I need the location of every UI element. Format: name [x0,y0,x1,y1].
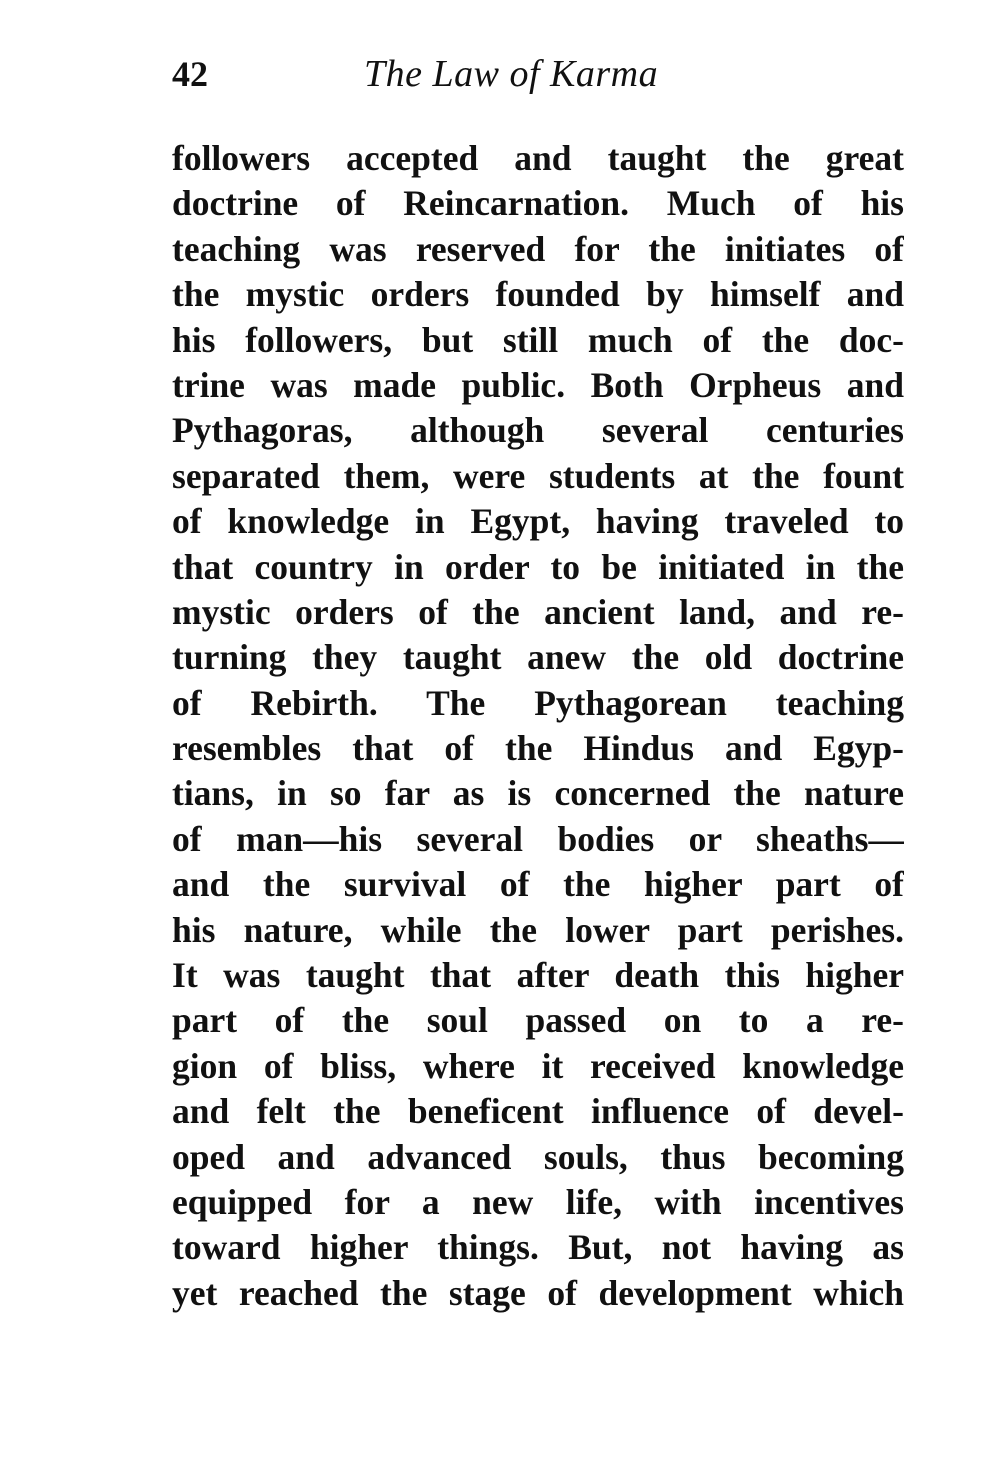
text-line: Pythagoras, although several centuries [172,410,904,451]
text-line: equipped for a new life, with incentives [172,1181,904,1222]
running-title: The Law of Karma [364,53,659,95]
text-line: yet reached the stage of development which [172,1272,904,1313]
text-line: resembles that of the Hindus and Egyp- [172,728,904,769]
text-line: of knowledge in Egypt, having traveled to [172,501,904,542]
text-line: his followers, but still much of the doc- [172,319,904,360]
text-line: turning they taught anew the old doctrine [172,637,904,678]
page-header [172,52,904,102]
text-line: and the survival of the higher part of [172,864,904,905]
text-line: followers accepted and taught the great [172,138,904,178]
text-line: that country in order to be initiated in the [172,546,904,587]
text-line: tians, in so far as is concerned the nature [172,773,904,814]
text-line: trine was made public. Both Orpheus and [172,364,904,405]
text-line: oped and advanced souls, thus becoming [172,1136,904,1177]
text-line: doctrine of Reincarnation. Much of his [172,183,904,224]
text-line: separated them, were students at the fount [172,455,904,496]
text-line: and felt the beneficent influence of devel- [172,1091,904,1132]
text-line: part of the soul passed on to a re- [172,1000,904,1041]
text-line: of man—his several bodies or sheaths— [172,818,904,859]
body-text [172,136,904,1316]
text-line: of Rebirth. The Pythagorean teaching [172,682,904,723]
page-number: 42 [172,54,208,94]
text-line: toward higher things. But, not having as [172,1227,904,1268]
text-line: teaching was reserved for the initiates of [172,228,904,269]
text-line: the mystic orders founded by himself and [172,274,904,315]
text-line: mystic orders of the ancient land, and re- [172,591,904,632]
text-line: It was taught that after death this higher [172,955,904,996]
text-line: his nature, while the lower part perishes. [172,909,904,950]
text-line: gion of bliss, where it received knowledge [172,1045,904,1086]
